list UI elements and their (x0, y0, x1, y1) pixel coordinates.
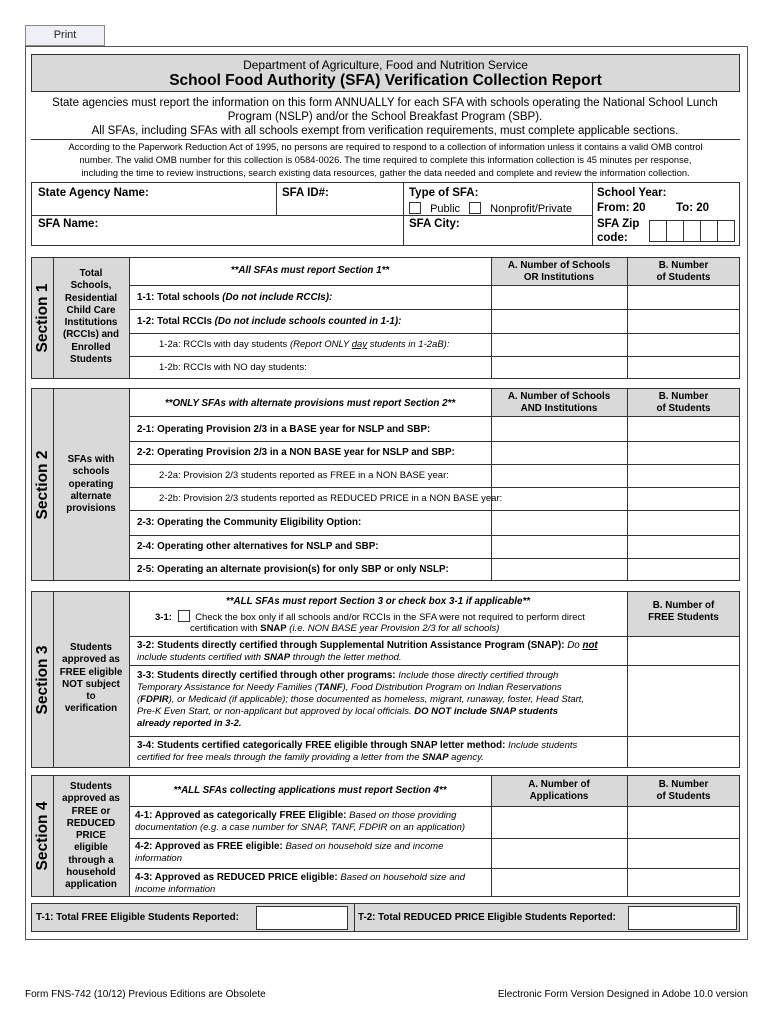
s2-2-2a-students-input[interactable] (628, 465, 739, 486)
s2-row-2-2: 2-2: Operating Provision 2/3 in a NON BASE year for NSLP and SBP: (137, 447, 455, 458)
s4-4-3-students-input[interactable] (628, 869, 739, 896)
s4-col-a-header: A. Number of Applications (491, 776, 627, 806)
total-free-label: T-1: Total FREE Eligible Students Reported: (36, 912, 239, 923)
agency-name: Department of Agriculture, Food and Nutrition Service (243, 58, 528, 72)
section-3-description: Students approved as FREE eligible NOT subject to verification (59, 642, 123, 715)
s2-row-2-5: 2-5: Operating an alternate provision(s) for only SBP or only NSLP: (137, 564, 449, 575)
s3-3-4-students-input[interactable] (628, 737, 739, 767)
sfa-type-label: Type of SFA: (409, 187, 479, 199)
pra-line-2: number. The valid OMB number for this collection is 0584-0026. The time required to complete this information collection is 45 minutes per response, (79, 155, 692, 165)
section-2-description: SFAs with schools operating alternate provisions (66, 454, 116, 515)
s1-note: **All SFAs must report Section 1** (230, 265, 390, 276)
s2-2-3-count-input[interactable] (492, 511, 626, 534)
section-1-tab: Section 1 (33, 283, 51, 353)
public-label: Public (430, 203, 461, 215)
pra-line-3: including the time to review instructions, search existing data resources, gather the data needed and complete and review the information collection. (81, 168, 690, 178)
s4-4-1-count-input[interactable] (492, 807, 626, 837)
year-from-label: From: 20 (597, 202, 646, 214)
s1-row-1-1: 1-1: Total schools (Do not include RCCIs): (137, 292, 333, 303)
total-free-input[interactable] (256, 906, 348, 930)
s4-4-1-students-input[interactable] (628, 807, 739, 837)
s1-1-2b-count-input[interactable] (492, 357, 626, 378)
s1-row-1-2: 1-2: Total RCCIs (Do not include schools counted in 1-1): (137, 316, 402, 327)
sfa-zip-code-label: code: (597, 232, 628, 244)
s2-2-4-students-input[interactable] (628, 536, 739, 557)
section-2-tab: Section 2 (33, 450, 51, 519)
public-checkbox[interactable] (409, 202, 421, 214)
year-to-label: To: 20 (676, 202, 710, 214)
s4-4-2-count-input[interactable] (492, 839, 626, 867)
sfa-zip-label: SFA Zip (597, 218, 640, 230)
sfa-id-label: SFA ID#: (282, 187, 329, 199)
s2-2-2-count-input[interactable] (492, 442, 626, 463)
s3-row-3-3: 3-3: Students directly certified through other programs: Include those directly certified through Temporary Assistance for Needy Families (TANF), Food Distribution Program on Indian Reservations (FDPIR), or Medicaid (if applicable); those documented as homeless, migrant, runaway, foster, Head Start, Pre-K Even Start, or non-applicant but approved by local officials. DO NOT include SNAP students already reported in 3-2. (137, 670, 585, 729)
s2-row-2-2b: 2-2b: Provision 2/3 students reported as REDUCED PRICE in a NON BASE year: (159, 493, 503, 504)
s2-note: **ONLY SFAs with alternate provisions must report Section 2** (164, 398, 456, 409)
s2-row-2-3: 2-3: Operating the Community Eligibility Option: (137, 517, 362, 528)
s2-col-b-header: B. Number of Students (628, 389, 739, 416)
s2-2-2-students-input[interactable] (628, 442, 739, 463)
state-agency-label: State Agency Name: (38, 187, 149, 199)
s2-2-1-count-input[interactable] (492, 417, 626, 440)
intro-line-2: Program (NSLP) and/or the School Breakfast Program (SBP). (227, 111, 543, 123)
s2-2-3-students-input[interactable] (628, 511, 739, 534)
zip-code-input[interactable] (649, 220, 735, 242)
s4-4-2-students-input[interactable] (628, 839, 739, 867)
s3-row-3-1: 3-1: Check the box only if all schools and/or RCCIs in the SFA were not required to perform direct (155, 612, 585, 623)
footer-version: Electronic Form Version Designed in Adobe 10.0 version (497, 989, 748, 1000)
s3-row-3-2: 3-2: Students directly certified through Supplemental Nutrition Assistance Program (SNAP): Do not include students certified with SNAP through the letter method. (137, 640, 598, 663)
s4-note: **ALL SFAs collecting applications must report Section 4** (173, 785, 447, 796)
s2-2-4-count-input[interactable] (492, 536, 626, 557)
s4-col-b-header: B. Number of Students (628, 776, 739, 806)
s2-row-2-2a: 2-2a: Provision 2/3 students reported as FREE in a NON BASE year: (159, 470, 449, 481)
s4-4-3-count-input[interactable] (492, 869, 626, 896)
form-header (31, 54, 740, 92)
s3-row-3-1-line2: certification with SNAP (i.e. NON BASE year Provision 2/3 for all schools) (190, 623, 500, 634)
s3-row-3-4: 3-4: Students certified categorically FREE eligible through SNAP letter method: Include students certified for free meals through the family providing a letter from the SNAP agency. (137, 740, 578, 763)
paperwork-notice (38, 141, 733, 180)
s1-col-b-header: B. Number of Students (628, 258, 739, 285)
total-reduced-input[interactable] (628, 906, 737, 930)
s4-row-4-2: 4-2: Approved as FREE eligible: Based on household size and income information (135, 841, 444, 864)
section-1-description: Total Schools, Residential Child Care Institutions (RCCIs) and Enrolled Students (62, 268, 120, 366)
s4-row-4-3: 4-3: Approved as REDUCED PRICE eligible: Based on household size and income information (135, 872, 466, 895)
s3-3-3-students-input[interactable] (628, 666, 739, 735)
total-reduced-label: T-2: Total REDUCED PRICE Eligible Students Reported: (358, 912, 616, 923)
intro-line-1: State agencies must report the information on this form ANNUALLY for each SFA with schools operating the National School Lunch (52, 97, 718, 109)
sfa-city-label: SFA City: (409, 218, 460, 230)
s1-1-2a-count-input[interactable] (492, 334, 626, 355)
nonprofit-checkbox[interactable] (469, 202, 481, 214)
s3-3-1-checkbox[interactable] (178, 610, 190, 622)
section-4-tab: Section 4 (33, 801, 51, 871)
s1-1-2-students-input[interactable] (628, 310, 739, 332)
s3-3-2-students-input[interactable] (628, 637, 739, 664)
s3-col-b-header: B. Number of FREE Students (628, 592, 739, 636)
s1-row-1-2b: 1-2b: RCCIs with NO day students: (159, 362, 307, 373)
s1-col-a-header: A. Number of Schools OR Institutions (491, 258, 627, 285)
print-button[interactable]: Print (25, 25, 105, 46)
s3-note: **ALL SFAs must report Section 3 or check box 3-1 if applicable** (225, 596, 531, 607)
s2-row-2-4: 2-4: Operating other alternatives for NSLP and SBP: (137, 541, 379, 552)
s2-row-2-1: 2-1: Operating Provision 2/3 in a BASE year for NSLP and SBP: (137, 424, 431, 435)
school-year-label: School Year: (597, 187, 667, 199)
form-title: School Food Authority (SFA) Verification Collection Report (169, 72, 602, 89)
s2-2-5-count-input[interactable] (492, 559, 626, 580)
footer-form-number: Form FNS-742 (10/12) Previous Editions are Obsolete (25, 989, 266, 1000)
s1-1-1-students-input[interactable] (628, 286, 739, 308)
s1-1-1-count-input[interactable] (492, 286, 626, 308)
intro-line-3: All SFAs, including SFAs with all schools exempt from verification requirements, must complete applicable sections. (91, 125, 679, 137)
section-4-description: Students approved as FREE or REDUCED PRICE eligible through a household application (62, 781, 120, 891)
section-3-tab: Section 3 (33, 645, 51, 714)
s1-1-2-count-input[interactable] (492, 310, 626, 332)
pra-line-1: According to the Paperwork Reduction Act of 1995, no persons are required to respond to a collection of information unless it contains a valid OMB control (68, 142, 703, 152)
s2-col-a-header: A. Number of Schools AND Institutions (491, 389, 627, 416)
sfa-name-label: SFA Name: (38, 218, 99, 230)
s1-1-2a-students-input[interactable] (628, 334, 739, 355)
s4-row-4-1: 4-1: Approved as categorically FREE Eligible: Based on those providing documentation (e.g. a case number for SNAP, TANF, FDPIR on an application) (135, 810, 466, 833)
s1-row-1-2a: 1-2a: RCCIs with day students (Report ONLY day students in 1-2aB): (159, 339, 450, 350)
s2-2-2b-students-input[interactable] (628, 488, 739, 509)
s2-2-1-students-input[interactable] (628, 417, 739, 440)
s2-2-5-students-input[interactable] (628, 559, 739, 580)
nonprofit-label: Nonprofit/Private (490, 203, 573, 215)
